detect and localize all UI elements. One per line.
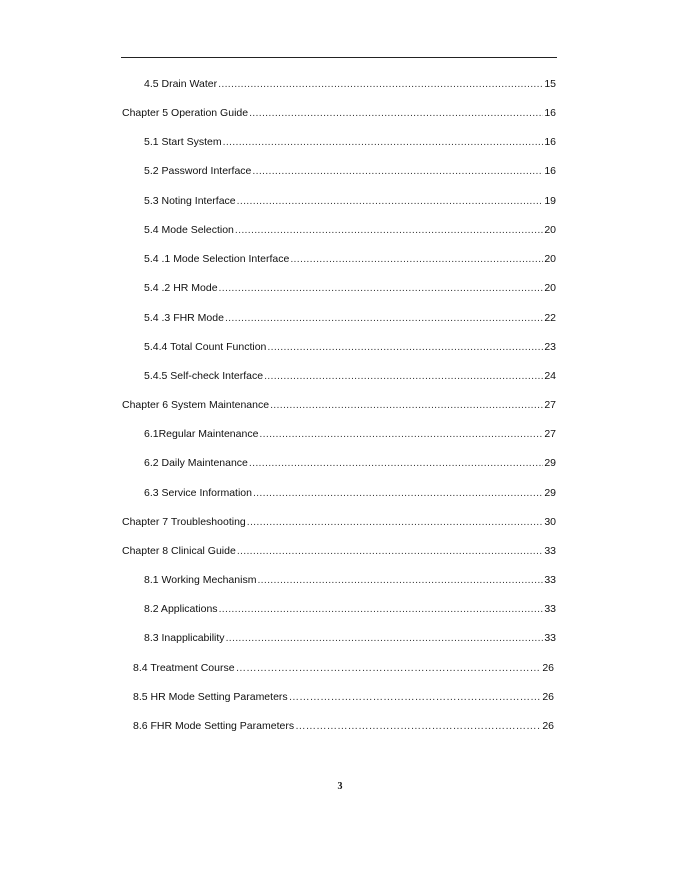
toc-entry-page: 27 [544, 399, 556, 411]
toc-entry [133, 661, 554, 675]
toc-entry-label: 5.4 Mode Selection [144, 224, 234, 236]
toc-entry [144, 77, 556, 91]
toc-entry-page: 29 [544, 457, 556, 469]
dot-leader [252, 164, 543, 178]
dot-leader [219, 602, 544, 616]
toc-entry-page: 22 [544, 312, 556, 324]
dot-leader [257, 573, 543, 587]
dot-leader [295, 719, 541, 733]
toc-entry-label: 6.1Regular Maintenance [144, 428, 259, 440]
toc-entry-page: 29 [544, 487, 556, 499]
toc-entry-label: Chapter 5 Operation Guide [122, 107, 249, 119]
toc-entry-page: 33 [544, 545, 556, 557]
dot-leader [218, 77, 543, 91]
dot-leader [236, 661, 542, 675]
toc-entry-label: 8.3 Inapplicability [144, 632, 225, 644]
toc-entry [144, 164, 556, 178]
toc-entry-label: 6.3 Service Information [144, 487, 252, 499]
toc-entry [144, 223, 556, 237]
dot-leader [259, 427, 543, 441]
toc-entry-page: 23 [544, 341, 556, 353]
toc-entry-label: 5.4.5 Self-check Interface [144, 370, 264, 382]
toc-entry-page: 20 [544, 253, 556, 265]
toc-entry [122, 515, 556, 529]
toc-entry [144, 369, 556, 383]
toc-entry-label: 5.4 .1 Mode Selection Interface [144, 253, 290, 265]
toc-entry-page: 19 [544, 195, 556, 207]
toc-entry-page: 16 [544, 136, 556, 148]
toc-entry-label: 8.2 Applications [144, 603, 218, 615]
toc-entry [133, 690, 554, 704]
dot-leader [225, 311, 543, 325]
dot-leader [267, 340, 543, 354]
toc-entry [144, 252, 556, 266]
toc-entry [144, 340, 556, 354]
toc-entry [144, 456, 556, 470]
dot-leader [249, 106, 543, 120]
toc-entry [144, 281, 556, 295]
toc-entry-label: 8.5 HR Mode Setting Parameters [133, 691, 288, 703]
page-number: 3 [337, 781, 343, 792]
toc-entry [122, 398, 556, 412]
toc-entry [144, 486, 556, 500]
toc-entry-label: 8.1 Working Mechanism [144, 574, 257, 586]
toc-entry-label: Chapter 7 Troubleshooting [122, 516, 246, 528]
toc-entry-page: 30 [544, 516, 556, 528]
toc-entry-page: 20 [544, 224, 556, 236]
toc-entry [144, 135, 556, 149]
dot-leader [247, 515, 544, 529]
dot-leader [226, 631, 544, 645]
dot-leader [264, 369, 543, 383]
toc-entry-label: 5.2 Password Interface [144, 165, 252, 177]
toc-entry [144, 311, 556, 325]
toc-entry-label: 5.1 Start System [144, 136, 222, 148]
toc-entry-page: 24 [544, 370, 556, 382]
toc-entry-page: 26 [542, 691, 554, 703]
dot-leader [219, 281, 544, 295]
toc-entry [144, 427, 556, 441]
toc-entry-page: 33 [544, 632, 556, 644]
toc-entry-label: 5.4 .2 HR Mode [144, 282, 218, 294]
dot-leader [289, 690, 542, 704]
toc-entry-page: 20 [544, 282, 556, 294]
toc-entry-label: 4.5 Drain Water [144, 78, 218, 90]
toc-entry [133, 719, 554, 733]
toc-entry [122, 544, 556, 558]
toc-entry-label: 5.4.4 Total Count Function [144, 341, 267, 353]
toc-entry-label: 6.2 Daily Maintenance [144, 457, 248, 469]
toc-entry-page: 27 [544, 428, 556, 440]
toc-entry-label: 8.4 Treatment Course [133, 662, 235, 674]
toc-entry-page: 15 [544, 78, 556, 90]
dot-leader [237, 544, 544, 558]
toc-entry-label: Chapter 8 Clinical Guide [122, 545, 236, 557]
dot-leader [235, 223, 543, 237]
toc-entry-label: 8.6 FHR Mode Setting Parameters [133, 720, 295, 732]
dot-leader [253, 486, 543, 500]
toc-entry [144, 573, 556, 587]
dot-leader [290, 252, 543, 266]
toc-entry-page: 33 [544, 574, 556, 586]
toc-entry-label: 5.3 Noting Interface [144, 195, 236, 207]
toc-entry-label: Chapter 6 System Maintenance [122, 399, 270, 411]
toc-entry-label: 5.4 .3 FHR Mode [144, 312, 224, 324]
toc-entry [144, 602, 556, 616]
dot-leader [249, 456, 543, 470]
dot-leader [270, 398, 543, 412]
toc-entry-page: 33 [544, 603, 556, 615]
toc-entry [122, 106, 556, 120]
dot-leader [237, 194, 544, 208]
toc-entry-page: 16 [544, 165, 556, 177]
toc-entry-page: 26 [542, 720, 554, 732]
dot-leader [223, 135, 544, 149]
toc-entry [144, 194, 556, 208]
header-rule [121, 57, 557, 58]
toc-entry-page: 26 [542, 662, 554, 674]
toc-entry-page: 16 [544, 107, 556, 119]
toc-entry [144, 631, 556, 645]
